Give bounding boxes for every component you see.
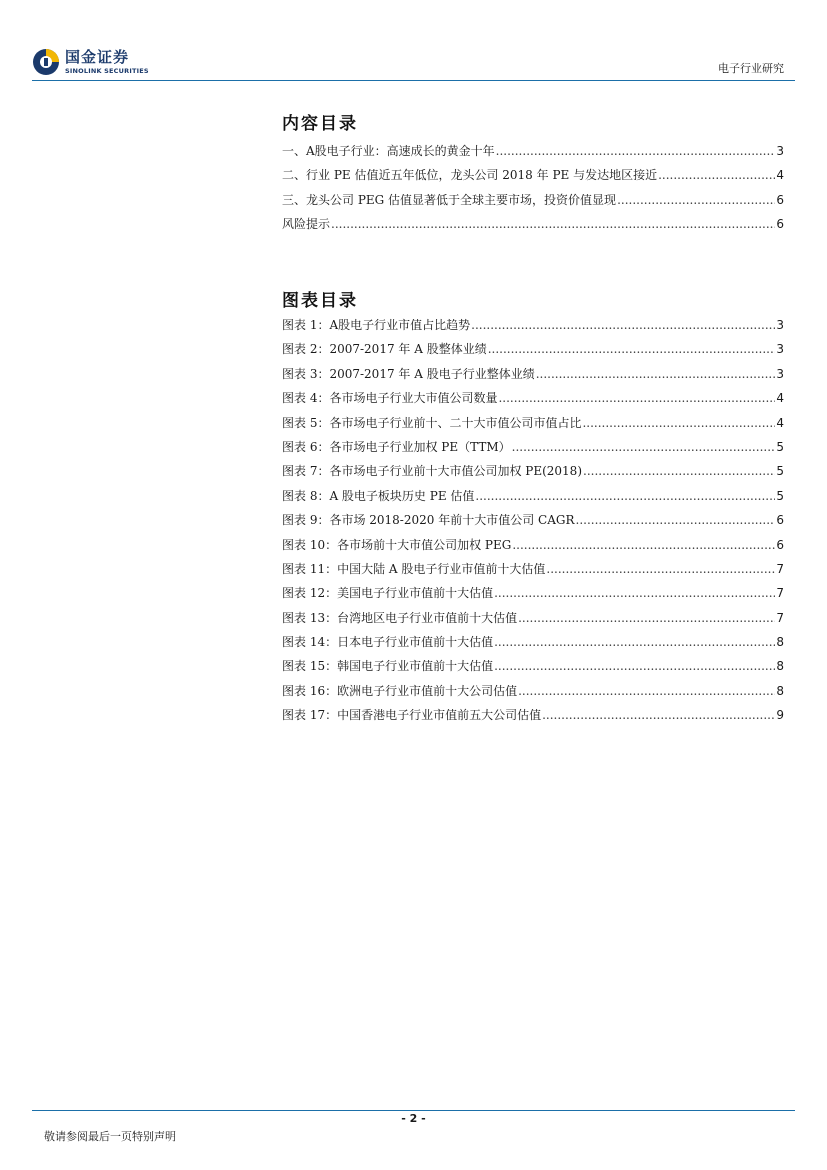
figures-entry[interactable] (282, 487, 784, 511)
contents-entry[interactable] (282, 215, 784, 239)
figures-entry[interactable] (282, 560, 784, 584)
figures-entry-title: 图表 16：欧洲电子行业市值前十大公司估值 (282, 683, 518, 698)
figures-entry-title: 图表 1：A股电子行业市值占比趋势 (282, 318, 471, 332)
figures-entry[interactable] (282, 414, 784, 438)
logo-english-text: SINOLINK SECURITIES (65, 66, 149, 75)
figures-entry-title: 图表 3：2007-2017 年 A 股电子行业整体业绩 (282, 366, 535, 381)
logo-chinese-text: 国金证券 (65, 47, 130, 66)
figures-entry-page: 7 (776, 586, 784, 601)
figures-title: 图表目录 (282, 291, 358, 311)
figures-entry-page: 8 (776, 635, 784, 650)
contents-title: 内容目录 (282, 114, 358, 134)
report-category: 电子行业研究 (718, 62, 784, 75)
figures-entry[interactable] (282, 633, 784, 657)
dot-leader (331, 217, 775, 231)
figures-entry[interactable] (282, 389, 784, 413)
dot-leader (475, 489, 775, 503)
dot-leader (582, 416, 775, 430)
figures-entry-page: 4 (776, 415, 784, 430)
figures-entry-page: 9 (776, 708, 784, 723)
figures-entry-page: 6 (776, 513, 784, 528)
dot-leader (494, 659, 775, 673)
figures-entry[interactable] (282, 584, 784, 608)
figures-entry[interactable] (282, 340, 784, 364)
figures-entry[interactable] (282, 609, 784, 633)
dot-leader (536, 367, 776, 381)
contents-entry-page: 4 (776, 168, 784, 183)
contents-entry[interactable] (282, 166, 784, 190)
dot-leader (512, 440, 776, 454)
dot-leader (617, 193, 775, 207)
contents-entry[interactable] (282, 191, 784, 215)
figures-entry-title: 图表 5：各市场电子行业前十、二十大市值公司市值占比 (282, 415, 582, 430)
contents-list (282, 142, 784, 240)
figures-entry[interactable] (282, 536, 784, 560)
figures-entry-title: 图表 12：美国电子行业市值前十大估值 (282, 586, 494, 601)
contents-entry-page: 6 (776, 192, 784, 207)
figures-entry-page: 5 (776, 439, 784, 454)
figures-entry-page: 7 (776, 610, 784, 625)
contents-entry-title: 一、A股电子行业：高速成长的黄金十年 (282, 144, 495, 158)
figures-entry-title: 图表 2：2007-2017 年 A 股整体业绩 (282, 342, 487, 357)
dot-leader (518, 611, 775, 625)
dot-leader (583, 464, 775, 478)
figures-entry-title: 图表 10：各市场前十大市值公司加权 PEG (282, 537, 512, 552)
dot-leader (488, 342, 776, 356)
contents-entry-title: 风险提示 (282, 217, 331, 232)
figures-entry-page: 3 (776, 366, 784, 381)
figures-entry-title: 图表 13：台湾地区电子行业市值前十大估值 (282, 610, 518, 625)
figures-entry-page: 7 (776, 561, 784, 576)
figures-entry-title: 图表 4：各市场电子行业大市值公司数量 (282, 391, 498, 406)
figures-entry[interactable] (282, 316, 784, 340)
figures-entry-page: 4 (776, 391, 784, 406)
header-divider (32, 80, 795, 81)
figures-list (282, 316, 784, 731)
dot-leader (471, 318, 775, 332)
contents-entry-title: 二、行业 PE 估值近五年低位，龙头公司 2018 年 PE 与发达地区接近 (282, 168, 658, 183)
figures-entry[interactable] (282, 438, 784, 462)
contents-entry-title: 三、龙头公司 PEG 估值显著低于全球主要市场，投资价值显现 (282, 192, 617, 207)
figures-entry-title: 图表 14：日本电子行业市值前十大估值 (282, 635, 494, 650)
dot-leader (496, 144, 776, 158)
figures-entry-page: 6 (776, 537, 784, 552)
disclaimer-note: 敬请参阅最后一页特别声明 (44, 1130, 176, 1143)
footer-divider (32, 1110, 795, 1111)
company-logo (32, 46, 149, 78)
sinolink-logo-icon (32, 48, 60, 76)
dot-leader (498, 391, 775, 405)
dot-leader (542, 708, 775, 722)
figures-entry-page: 3 (776, 318, 784, 332)
dot-leader (512, 538, 775, 552)
dot-leader (518, 684, 775, 698)
page-number: - 2 - (401, 1112, 426, 1125)
figures-entry-title: 图表 11：中国大陆 A 股电子行业市值前十大估值 (282, 561, 546, 576)
figures-entry-title: 图表 6：各市场电子行业加权 PE（TTM） (282, 439, 511, 454)
figures-entry[interactable] (282, 365, 784, 389)
contents-entry[interactable] (282, 142, 784, 166)
figures-entry-page: 3 (776, 342, 784, 357)
dot-leader (494, 586, 775, 600)
contents-entry-page: 3 (776, 144, 784, 158)
figures-entry[interactable] (282, 462, 784, 486)
dot-leader (546, 562, 775, 576)
figures-entry[interactable] (282, 706, 784, 730)
dot-leader (658, 168, 775, 182)
figures-entry[interactable] (282, 682, 784, 706)
figures-entry-title: 图表 17：中国香港电子行业市值前五大公司估值 (282, 708, 542, 723)
figures-entry-page: 8 (776, 659, 784, 674)
figures-entry-title: 图表 9：各市场 2018-2020 年前十大市值公司 CAGR (282, 513, 575, 528)
dot-leader (576, 513, 776, 527)
figures-entry[interactable] (282, 657, 784, 681)
contents-entry-page: 6 (776, 217, 784, 232)
figures-entry-page: 5 (776, 464, 784, 479)
page-header (0, 0, 827, 82)
figures-entry[interactable] (282, 511, 784, 535)
dot-leader (494, 635, 775, 649)
figures-entry-title: 图表 15：韩国电子行业市值前十大估值 (282, 659, 494, 674)
figures-entry-title: 图表 8：A 股电子板块历史 PE 估值 (282, 488, 475, 503)
figures-entry-page: 5 (776, 488, 784, 503)
figures-entry-title: 图表 7：各市场电子行业前十大市值公司加权 PE(2018) (282, 464, 583, 479)
figures-entry-page: 8 (776, 683, 784, 698)
